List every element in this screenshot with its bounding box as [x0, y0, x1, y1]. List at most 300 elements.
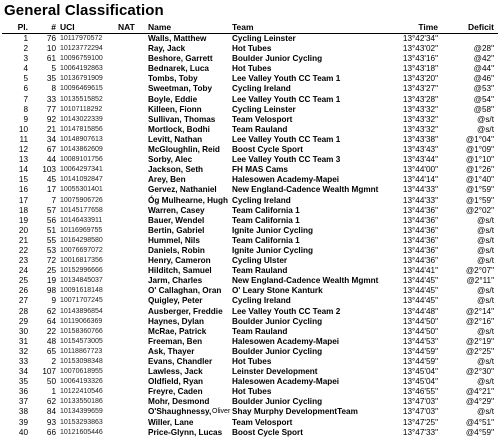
time-cell: 13°46'55": [402, 387, 438, 397]
uci-id-cell: 10055301401: [60, 186, 103, 194]
uci-id-cell: 10143896854: [60, 307, 103, 315]
team-cell: Lee Valley Youth CC Team 2: [232, 306, 341, 316]
deficit-cell: @s/t: [477, 357, 494, 366]
header-place: Pl.: [17, 22, 28, 32]
bib-number-cell: 98: [46, 286, 56, 296]
deficit-cell: @s/t: [477, 296, 494, 306]
rider-name-cell: Haynes, Dylan: [148, 316, 204, 326]
table-row: [0, 407, 500, 417]
place-cell: 22: [18, 245, 28, 255]
rider-name-cell: Quigley, Peter: [148, 296, 203, 306]
team-cell: Team Rauland: [232, 266, 288, 276]
uci-id-cell: 10070618955: [60, 368, 103, 376]
uci-id-cell: 10134845037: [60, 277, 103, 285]
team-cell: Boulder Junior Cycling: [232, 397, 323, 407]
bib-number-cell: 10: [46, 44, 56, 54]
time-cell: 13°44'50": [402, 326, 438, 336]
uci-id-cell: 10123772294: [60, 45, 103, 53]
time-cell: 13°44'59": [402, 357, 438, 366]
time-cell: 13°44'48": [402, 306, 438, 316]
table-row: [0, 307, 500, 317]
team-cell: Cycling Leinster: [232, 34, 296, 43]
deficit-cell: @1°04": [465, 134, 494, 144]
table-row: [0, 84, 500, 94]
team-cell: Halesowen Academy-Mapei: [232, 175, 340, 185]
uci-id-cell: 10064192863: [60, 65, 103, 73]
deficit-cell: @2°14": [465, 306, 494, 316]
table-row: [0, 246, 500, 256]
uci-id-cell: 10096759100: [60, 55, 103, 63]
table-row: [0, 226, 500, 236]
rider-name-cell: Warren, Casey: [148, 205, 205, 215]
table-row: [0, 266, 500, 276]
table-row: [0, 347, 500, 357]
rider-name-cell: Óg Mulhearne, Hugh: [148, 195, 229, 205]
table-row: [0, 95, 500, 105]
table-row: [0, 367, 500, 377]
time-cell: 13°44'50": [402, 316, 438, 326]
table-row: [0, 236, 500, 246]
bib-number-cell: 64: [46, 316, 56, 326]
deficit-cell: @44": [473, 64, 494, 74]
time-cell: 13°47'33": [402, 427, 438, 437]
header-time: Time: [418, 22, 438, 32]
team-cell: FH MAS Cams: [232, 165, 288, 175]
team-cell: Shay Murphy DevelopmentTeam: [232, 407, 358, 417]
time-cell: 13°44'33": [402, 185, 438, 195]
rider-name-cell: Beshore, Garrett: [148, 54, 213, 64]
rider-name-suffix: Oliver: [212, 408, 231, 416]
bib-number-cell: 33: [46, 94, 56, 104]
time-cell: 13°43'02": [402, 44, 438, 54]
table-row: [0, 135, 500, 145]
deficit-cell: @54": [473, 94, 494, 104]
bib-number-cell: 9: [51, 296, 56, 306]
place-cell: 14: [18, 165, 28, 175]
team-cell: Lee Valley Youth CC Team 3: [232, 155, 341, 165]
time-cell: 13°44'45": [402, 276, 438, 286]
uci-id-cell: 10116969755: [60, 226, 103, 234]
bib-number-cell: 65: [46, 346, 56, 356]
deficit-cell: @1°59": [465, 195, 494, 205]
uci-id-cell: 10153098348: [60, 358, 103, 365]
uci-id-cell: 10133550186: [60, 398, 103, 406]
deficit-cell: @2°19": [465, 336, 494, 346]
table-row: [0, 155, 500, 165]
header-deficit: Deficit: [468, 22, 494, 32]
deficit-cell: @s/t: [477, 286, 494, 296]
place-cell: 18: [18, 205, 28, 215]
table-row: [0, 256, 500, 266]
uci-id-cell: 10075906726: [60, 196, 103, 204]
bib-number-cell: 92: [46, 114, 56, 124]
time-cell: 13°43'18": [402, 64, 438, 74]
team-cell: Boost Cycle Sport: [232, 427, 303, 437]
time-cell: 13°44'14": [402, 175, 438, 185]
rider-name-cell: McGloughlin, Reid: [148, 145, 220, 155]
time-cell: 13°43'16": [402, 54, 438, 64]
deficit-cell: @2°02": [465, 205, 494, 215]
team-cell: Halesowen Academy-Mapei: [232, 336, 340, 346]
bib-number-cell: 57: [46, 205, 56, 215]
deficit-cell: @2°16": [465, 316, 494, 326]
team-cell: Boulder Junior Cycling: [232, 316, 323, 326]
time-cell: 13°43'20": [402, 74, 438, 84]
bib-number-cell: 50: [46, 377, 56, 387]
table-row: [0, 387, 500, 397]
place-cell: 24: [18, 266, 28, 276]
team-cell: Boulder Junior Cycling: [232, 346, 323, 356]
deficit-cell: @s/t: [477, 245, 494, 255]
team-cell: Hot Tubes: [232, 387, 272, 397]
rider-name-cell: Daniels, Robin: [148, 245, 205, 255]
time-cell: 13°45'04": [402, 367, 438, 377]
table-header: [0, 21, 500, 33]
team-cell: Boulder Junior Cycling: [232, 54, 323, 64]
bib-number-cell: 55: [46, 235, 56, 245]
bib-number-cell: 25: [46, 266, 56, 276]
table-row: [0, 125, 500, 135]
uci-id-cell: 10117970572: [60, 35, 103, 42]
rider-name-cell: Jarm, Charles: [148, 276, 203, 286]
place-cell: 29: [18, 316, 28, 326]
place-cell: 2: [23, 44, 28, 54]
bib-number-cell: 5: [51, 64, 56, 74]
table-row: [0, 185, 500, 195]
time-cell: 13°47'03": [402, 407, 438, 417]
team-cell: Ignite Junior Cycling: [232, 225, 313, 235]
uci-id-cell: 10076697072: [60, 246, 103, 254]
uci-id-cell: 10148907613: [60, 135, 103, 143]
table-row: [0, 377, 500, 387]
rider-name-cell: Henry, Cameron: [148, 256, 211, 266]
uci-id-cell: 10121605446: [60, 428, 103, 436]
bib-number-cell: 67: [46, 145, 56, 155]
team-cell: New England-Cadence Wealth Mgmnt: [232, 276, 379, 286]
place-cell: 9: [23, 114, 28, 124]
table-row: [0, 296, 500, 306]
place-cell: 15: [18, 175, 28, 185]
place-cell: 17: [18, 195, 28, 205]
place-cell: 4: [23, 64, 28, 74]
time-cell: 13°43'44": [402, 155, 438, 165]
table-row: [0, 165, 500, 175]
team-cell: Team California 1: [232, 235, 300, 245]
table-row: [0, 216, 500, 226]
time-cell: 13°44'53": [402, 336, 438, 346]
time-cell: 13°44'36": [402, 235, 438, 245]
team-cell: Leinster Development: [232, 367, 318, 377]
rider-name-cell: Freeman, Ben: [148, 336, 203, 346]
rider-name-cell: Price-Glynn, Lucas: [148, 427, 223, 437]
bib-number-cell: 61: [46, 54, 56, 64]
uci-id-cell: 10146433911: [60, 216, 103, 224]
team-cell: Hot Tubes: [232, 64, 272, 74]
team-cell: O' Leary Stone Kanturk: [232, 286, 323, 296]
place-cell: 19: [18, 215, 28, 225]
table-row: [0, 428, 500, 438]
deficit-cell: @2°25": [465, 346, 494, 356]
deficit-cell: @1°26": [465, 165, 494, 175]
deficit-cell: @1°10": [465, 155, 494, 165]
bib-number-cell: 62: [46, 306, 56, 316]
place-cell: 13: [18, 155, 28, 165]
uci-id-cell: 10143022339: [60, 115, 103, 123]
rider-name-cell: O' Callaghan, Oran: [148, 286, 222, 296]
place-cell: 16: [18, 185, 28, 195]
uci-id-cell: 10107118292: [60, 105, 103, 113]
uci-id-cell: 10164298580: [60, 236, 103, 244]
table-row: [0, 34, 500, 44]
team-cell: Halesowen Academy-Mapei: [232, 377, 340, 387]
team-cell: Team Velosport: [232, 114, 293, 124]
deficit-cell: @4°51": [465, 417, 494, 427]
uci-id-cell: 10119066369: [60, 317, 103, 325]
place-cell: 1: [23, 34, 28, 43]
place-cell: 26: [18, 286, 28, 296]
team-cell: Team Rauland: [232, 124, 288, 134]
table-row: [0, 337, 500, 347]
rider-name-cell: Mohr, Desmond: [148, 397, 210, 407]
place-cell: 8: [23, 104, 28, 114]
team-cell: Cycling Leinster: [232, 104, 296, 114]
table-row: [0, 397, 500, 407]
place-cell: 33: [18, 357, 28, 366]
place-cell: 32: [18, 346, 28, 356]
team-cell: Team California 1: [232, 205, 300, 215]
place-cell: 7: [23, 94, 28, 104]
uci-id-cell: 10147815856: [60, 125, 103, 133]
bib-number-cell: 8: [51, 84, 56, 94]
time-cell: 13°44'45": [402, 286, 438, 296]
uci-id-cell: 10118867723: [60, 347, 103, 355]
table-row: [0, 357, 500, 367]
place-cell: 30: [18, 326, 28, 336]
rider-name-cell: Evans, Chandler: [148, 357, 213, 366]
rider-name-cell: Bednarek, Luca: [148, 64, 209, 74]
deficit-cell: @1°59": [465, 185, 494, 195]
team-cell: Cycling Ulster: [232, 256, 288, 266]
time-cell: 13°47'03": [402, 397, 438, 407]
deficit-cell: @2°30": [465, 367, 494, 377]
rider-name-cell: McRae, Patrick: [148, 326, 207, 336]
place-cell: 36: [18, 387, 28, 397]
deficit-cell: @4°59": [465, 427, 494, 437]
table-row: [0, 54, 500, 64]
team-cell: Boost Cycle Sport: [232, 145, 303, 155]
bib-number-cell: 7: [51, 195, 56, 205]
rider-name-cell: Ray, Jack: [148, 44, 186, 54]
team-cell: Lee Valley Youth CC Team 1: [232, 94, 341, 104]
time-cell: 13°44'36": [402, 205, 438, 215]
place-cell: 38: [18, 407, 28, 417]
table-row: [0, 286, 500, 296]
rider-name-cell: Mortlock, Bodhi: [148, 124, 210, 134]
deficit-cell: @s/t: [477, 114, 494, 124]
bib-number-cell: 44: [46, 155, 56, 165]
time-cell: 13°44'36": [402, 225, 438, 235]
place-cell: 25: [18, 276, 28, 286]
rider-name-cell: Hummel, Nils: [148, 235, 200, 245]
place-cell: 10: [18, 124, 28, 134]
place-cell: 39: [18, 417, 28, 427]
place-cell: 11: [19, 134, 28, 144]
bib-number-cell: 77: [46, 104, 56, 114]
place-cell: 27: [18, 296, 28, 306]
deficit-cell: @1°40": [465, 175, 494, 185]
deficit-cell: @58": [473, 104, 494, 114]
rider-name-cell: Walls, Matthew: [148, 34, 207, 43]
bib-number-cell: 2: [51, 357, 56, 366]
rider-name-cell: Ausberger, Freddie: [148, 306, 223, 316]
table-row: [0, 276, 500, 286]
bib-number-cell: 17: [46, 185, 56, 195]
deficit-cell: @2°07": [465, 266, 494, 276]
uci-id-cell: 10096469615: [60, 85, 103, 93]
place-cell: 37: [18, 397, 28, 407]
place-cell: 12: [18, 145, 28, 155]
page-title: General Classification: [4, 2, 164, 19]
bib-number-cell: 84: [46, 407, 56, 417]
bib-number-cell: 22: [46, 326, 56, 336]
deficit-cell: @s/t: [477, 377, 494, 387]
bib-number-cell: 51: [46, 225, 56, 235]
uci-id-cell: 10089101756: [60, 156, 103, 164]
team-cell: Cycling Ireland: [232, 195, 291, 205]
bib-number-cell: 103: [42, 165, 56, 175]
uci-id-cell: 10152996666: [60, 267, 103, 275]
rider-name-cell: Ask, Thayer: [148, 346, 195, 356]
team-cell: Team California 1: [232, 215, 300, 225]
uci-id-cell: 10153293863: [60, 418, 103, 426]
bib-number-cell: 93: [46, 417, 56, 427]
time-cell: 13°44'00": [402, 165, 438, 175]
table-row: [0, 115, 500, 125]
team-cell: Lee Valley Youth CC Team 1: [232, 134, 341, 144]
uci-id-cell: 10134399659: [60, 408, 103, 416]
rider-name-cell: Sorby, Alec: [148, 155, 193, 165]
table-row: [0, 175, 500, 185]
place-cell: 23: [18, 256, 28, 266]
uci-id-cell: 10143862609: [60, 146, 103, 154]
rider-name-cell: Killeen, Fionn: [148, 104, 202, 114]
header-nat: NAT: [118, 22, 135, 32]
table-row: [0, 44, 500, 54]
deficit-cell: @4°21": [465, 387, 494, 397]
rider-name-cell: Oldfield, Ryan: [148, 377, 204, 387]
time-cell: 13°44'36": [402, 256, 438, 266]
rider-name-cell: Levitt, Nathan: [148, 134, 203, 144]
deficit-cell: @4°29": [465, 397, 494, 407]
bib-number-cell: 76: [46, 34, 56, 43]
uci-id-cell: 10136791909: [60, 75, 103, 83]
bib-number-cell: 19: [46, 276, 56, 286]
time-cell: 13°43'28": [402, 94, 438, 104]
uci-id-cell: 10135515852: [60, 95, 103, 103]
header-uci: UCI: [60, 22, 75, 32]
table-row: [0, 196, 500, 206]
results-table: [0, 34, 500, 438]
uci-id-cell: 10158360766: [60, 327, 103, 335]
time-cell: 13°44'36": [402, 215, 438, 225]
deficit-cell: @46": [473, 74, 494, 84]
team-cell: Hot Tubes: [232, 357, 272, 366]
time-cell: 13°43'27": [402, 84, 438, 94]
bib-number-cell: 72: [46, 256, 56, 266]
rider-name-cell: Lawless, Jack: [148, 367, 203, 377]
uci-id-cell: 10071707245: [60, 297, 103, 305]
table-row: [0, 64, 500, 74]
rider-name-cell: Gervez, Nathaniel: [148, 185, 217, 195]
time-cell: 13°43'43": [402, 145, 438, 155]
place-cell: 31: [18, 336, 28, 346]
deficit-cell: @s/t: [477, 215, 494, 225]
bib-number-cell: 45: [46, 175, 56, 185]
rider-name-cell: Freyre, Caden: [148, 387, 203, 397]
table-row: [0, 105, 500, 115]
place-cell: 3: [23, 54, 28, 64]
bib-number-cell: 21: [46, 124, 56, 134]
rider-name-cell: Bauer, Wendel: [148, 215, 205, 225]
time-cell: 13°43'32": [402, 104, 438, 114]
time-cell: 13°44'41": [402, 266, 438, 276]
rider-name-cell: Arey, Ben: [148, 175, 186, 185]
table-row: [0, 317, 500, 327]
table-row: [0, 206, 500, 216]
header-name: Name: [148, 22, 172, 32]
time-cell: 13°42'34": [402, 34, 438, 43]
deficit-cell: @1°09": [465, 145, 494, 155]
team-cell: Ignite Junior Cycling: [232, 245, 313, 255]
deficit-cell: @42": [473, 54, 494, 64]
bib-number-cell: 48: [46, 336, 56, 346]
uci-id-cell: 10141092847: [60, 176, 103, 184]
deficit-cell: @s/t: [477, 407, 494, 417]
uci-id-cell: 10154573005: [60, 337, 103, 345]
team-cell: Hot Tubes: [232, 44, 272, 54]
bib-number-cell: 56: [46, 215, 56, 225]
table-row: [0, 418, 500, 428]
time-cell: 13°44'33": [402, 195, 438, 205]
uci-id-cell: 10091618148: [60, 287, 103, 295]
uci-id-cell: 10122410546: [60, 388, 103, 396]
place-cell: 20: [18, 225, 28, 235]
time-cell: 13°43'32": [402, 114, 438, 124]
deficit-cell: @s/t: [477, 124, 494, 134]
team-cell: Cycling Ireland: [232, 84, 291, 94]
bib-number-cell: 62: [46, 397, 56, 407]
table-row: [0, 145, 500, 155]
uci-id-cell: 10016817356: [60, 257, 103, 265]
team-cell: New England-Cadence Wealth Mgmnt: [232, 185, 379, 195]
place-cell: 34: [18, 367, 28, 377]
place-cell: 35: [18, 377, 28, 387]
team-cell: Lee Valley Youth CC Team 1: [232, 74, 341, 84]
uci-id-cell: 10064297341: [60, 166, 103, 174]
place-cell: 40: [18, 427, 28, 437]
rider-name-cell: Hilditch, Samuel: [148, 266, 212, 276]
rider-name-cell: Sweetman, Toby: [148, 84, 212, 94]
deficit-cell: @s/t: [477, 256, 494, 266]
time-cell: 13°43'32": [402, 124, 438, 134]
bib-number-cell: 35: [46, 74, 56, 84]
bib-number-cell: 1: [51, 387, 56, 397]
bib-number-cell: 53: [46, 245, 56, 255]
deficit-cell: @s/t: [477, 225, 494, 235]
team-cell: Team Rauland: [232, 326, 288, 336]
uci-id-cell: 10064193326: [60, 378, 103, 386]
rider-name-cell: Tombs, Toby: [148, 74, 198, 84]
